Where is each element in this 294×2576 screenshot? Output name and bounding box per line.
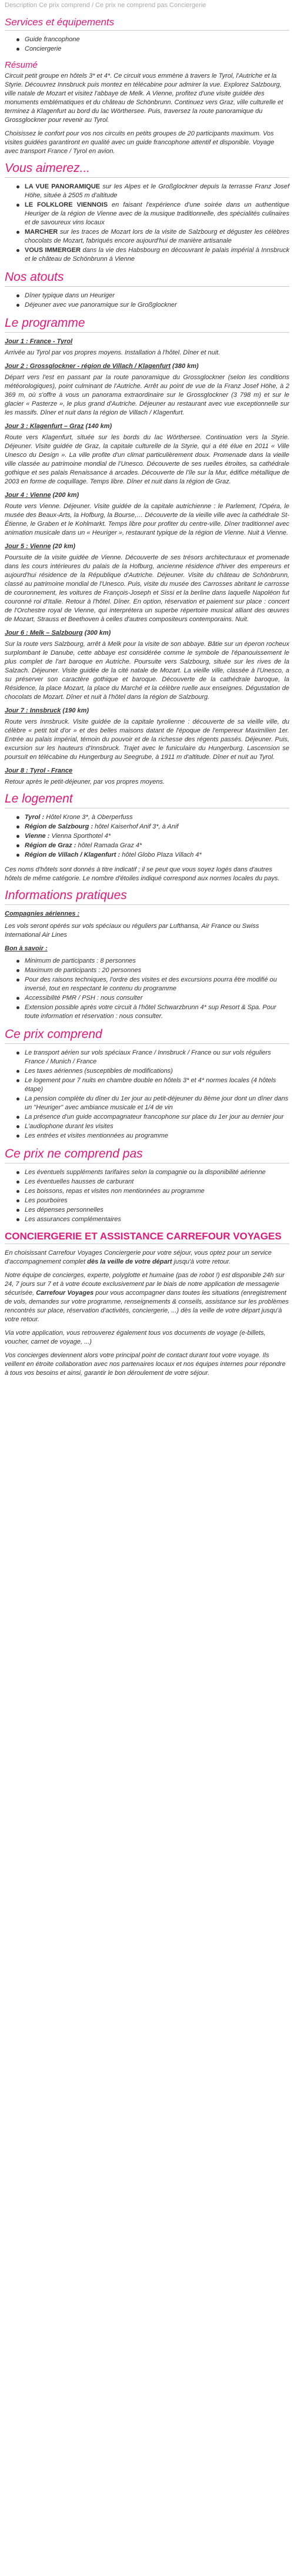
good-to-know-heading: Bon à savoir : — [5, 945, 48, 952]
infos-section — [5, 888, 289, 1021]
day-text: Route vers Klagenfurt, située sur les bords du lac Wörthersee. Continuation vers la Styrie. Déjeuner. Visite guidée de Graz, la capitale culturelle de la Styrie, qui a été élue en 2011 « Ville Unesco du Design ». La ville profite d'un climat particulièrement doux. Promenade dans la vieille ville classée au patrimoine mondial de l'Unesco. Découverte de ses ruelles étroites, sa cathédrale gothique et ses palais Renaissance à arcades. Découverte de l'île sur la Mur, édifice métallique de 2003 en forme de coquillage. Temps libre. Dîner et nuit dans la région de Graz. — [5, 434, 289, 485]
day-block — [5, 337, 289, 357]
list-item: Tyrol : Hôtel Krone 3*, à Oberperfuss — [5, 813, 289, 822]
list-item: Les éventuelles hausses de carburant — [5, 1178, 289, 1186]
day-title: Jour 8 : Tyrol - France — [5, 767, 73, 774]
day-text: Retour après le petit-déjeuner, par vos propres moyens. — [5, 778, 165, 785]
airlines-heading: Compagnies aériennes : — [5, 910, 80, 917]
list-item: Maximum de participants : 20 personnes — [5, 966, 289, 975]
services-list — [5, 35, 289, 54]
logement-title: Le logement — [5, 791, 289, 808]
comprend-section — [5, 1027, 289, 1141]
day-block: Jour 5 : Vienne (20 km) Poursuite de la visite guidée de Vienne. Découverte de ses trésors architecturaux et promenade dans les cours intérieures du palais de la Hofburg, ancienne résidence d'hiver des empereurs et aujourd'hui résidence de la République d'Autriche. Déjeuner. Visite du château de Schönbrunn, classé au patrimoine mondial de l'Unesco. Puis, visite du musée des Carrosses abritant le carrosse de couronnement, les voitures de François-Joseph et Sissi et la berline dans laquelle Napoléon fut couronné roi d'Italie. Retour à l'hôtel. Dîner. En option, réservation et paiement sur place : concert de l'Orchestre royal de Vienne, qui interprétera un superbe répertoire musical alliant des œuvres de Mozart, Strauss et Beethoven à celles d'autres compositeurs contemporains. Nuit. — [5, 543, 289, 623]
list-item: Région de Villach / Klagenfurt : hôtel Globo Plaza Villach 4* — [5, 851, 289, 860]
day-title: Jour 7 : Innsbruck — [5, 707, 61, 714]
list-item: Guide francophone — [5, 35, 289, 44]
list-item: Conciergerie — [5, 45, 289, 54]
list-item: Pour des raisons techniques, l'ordre des visites et des excursions pourra être modifié ou inversé, tout en respectant le contenu du programme — [5, 976, 289, 993]
day-block: Jour 4 : Vienne (200 km) Route vers Vienne. Déjeuner. Visite guidée de la capitale autrichienne : le Parlement, l'Opéra, le musée des Beaux-Arts, la Hofburg, la Bourse,… Découverte de la vieille ville avec la cathédrale St-Étienne, le Graben et le Kohlmarkt. Temps libre pour profiter du centre-ville. Dîner traditionnel avec animation musicale dans un « Heuriger », restaurant typique de la région de Vienne. Nuit à Vienne. — [5, 492, 289, 536]
necomprend-section — [5, 1146, 289, 1224]
day-block: Jour 7 : Innsbruck (190 km) Route vers Innsbruck. Visite guidée de la capitale tyrolienne : découverte de sa vieille ville, du célèbre « petit toit d'or » et des belles maisons datant de l'époque de l'empereur Maximilien 1er. Entrée au palais impérial, témoin du pouvoir et de la richesse des régents passés. Déjeuner. Puis, excursion sur les hauteurs d'Innsbruck. Trajet avec le funiculaire du Hungerburg. Lascension se poursuit en télécabine du Hungerburg au Seegrube, à 1911 m d'altitude. Dîner et nuit au Tyrol. — [5, 707, 289, 761]
list-item: Région de Graz : hôtel Ramada Graz 4* — [5, 841, 289, 850]
day-title: Jour 1 : France - Tyrol — [5, 338, 73, 345]
day-title: Jour 3 : Klagenfurt – Graz — [5, 423, 84, 430]
conciergerie-title: CONCIERGERIE ET ASSISTANCE CARREFOUR VOYAGES — [5, 1230, 289, 1244]
day-title: Jour 5 : Vienne — [5, 543, 51, 550]
aimerez-section — [5, 161, 289, 264]
list-item: Les boissons, repas et visites non mentionnées au programme — [5, 1187, 289, 1196]
necomprend-list — [5, 1168, 289, 1224]
atouts-list — [5, 291, 289, 310]
logement-note: Ces noms d'hôtels sont donnés à titre indicatif ; il se peut que vous soyez logés dans d'autres hôtels de même catégorie. Le nombre d'étoiles indiqué correspond aux normes locales du pays. — [5, 866, 280, 882]
day-block: Jour 3 : Klagenfurt – Graz (140 km) Route vers Klagenfurt, située sur les bords du lac Wörthersee. Continuation vers la Styrie. Déjeuner. Visite guidée de Graz, la capitale culturelle de la Styrie, qui a été élue en 2011 « Ville Unesco du Design ». La ville profite d'un climat particulièrement doux. Promenade dans la vieille ville classée au patrimoine mondial de l'Unesco. Découverte de ses ruelles étroites, sa cathédrale gothique et ses palais Renaissance à arcades. Découverte de l'île sur la Mur, édifice métallique de 2003 en forme de coquillage. Temps libre. Dîner et nuit dans la région de Graz. — [5, 423, 289, 485]
conciergerie-paragraph: Vos concierges deviennent alors votre principal point de contact durant tout votre voyage. Ils veillent en étroite collaboration avec nos partenaires locaux et nos équipes internes pour répondre à tous vos besoins et ainsi, garantir le bon déroulement de votre séjour. — [5, 1352, 286, 1377]
day-title: Jour 6 : Melk – Salzbourg — [5, 629, 83, 636]
day-block: Jour 2 : Grossglockner - région de Villach / Klagenfurt (380 km) Départ vers l'est en passant par la route panoramique du Grossglockner (selon les conditions météorologiques), point culminant de l'Autriche. Arrêt au point de vue de la Franz Josef Höhe, à 2 369 m, où s'offre à vous un panorama extraordinaire sur le Grossglockner (3 798 m) et sur le glacier « Pasterze », le plus grand d'Autriche. Déjeuner au restaurant avec vue exceptionnelle sur les massifs. Dîner et nuit dans la région de Villach / Klagenfurt. — [5, 363, 289, 416]
day-text: Départ vers l'est en passant par la route panoramique du Grossglockner (selon les conditions météorologiques), point culminant de l'Autriche. Arrêt au point de vue de la Franz Josef Höhe, à 2 369 m, où s'offre à vous un panorama extraordinaire sur le Grossglockner (3 798 m) et sur le glacier « Pasterze », le plus grand d'Autriche. Déjeuner au restaurant avec vue exceptionnelle sur les massifs. Dîner et nuit dans la région de Villach / Klagenfurt. — [5, 374, 289, 416]
airlines-text: Les vols seront opérés sur vols spéciaux ou réguliers par Lufthansa, Air France ou Swiss International Air Lines — [5, 923, 259, 939]
list-item: VOUS IMMERGER dans la vie des Habsbourg en découvrant le palais impérial à Innsbruck et le château de Schönbrunn à Vienne — [5, 246, 289, 264]
conciergerie-paragraph: Via votre application, vous retrouverez également tous vos documents de voyage (e-billets, voucher, carnet de voyage, ...) — [5, 1330, 266, 1345]
day-text: Route vers Innsbruck. Visite guidée de la capitale tyrolienne : découverte de sa vieille ville, du célèbre « petit toit d'or » et des belles maisons datant de l'époque de l'empereur Maximilien 1er. Entrée au palais impérial, témoin du pouvoir et de la richesse des régents passés. Déjeuner. Puis, excursion sur les hauteurs d'Innsbruck. Trajet avec le funiculaire du Hungerburg. Lascension se poursuit en télécabine du Hungerburg au Seegrube, à 1911 m d'altitude. Dîner et nuit au Tyrol. — [5, 718, 289, 761]
aimerez-title: Vous aimerez... — [5, 161, 289, 178]
day-text: Sur la route vers Salzbourg, arrêt à Melk pour la visite de son abbaye. Bâtie sur un éperon rocheux surplombant le Danube, cette abbaye est considérée comme le symbole de l'épanouissement le plus complet de l'art baroque en Autriche. Poursuite vers Salzbourg, située sur les rives de la Salzach. Déjeuner. Visite guidée de la cité natale de Mozart. La vieille ville, classée à l'Unesco, a su préserver son caractère gothique et baroque. Découverte de la cathédrale baroque, la Résidence, la place Mozart, la place du Marché et la célèbre ruelle aux enseignes. Dégustation de chocolats de Mozart. Dîner et nuit à l'hôtel dans la région de Salzbourg. — [5, 641, 289, 701]
list-item: La pension complète du dîner du 1er jour au petit-déjeuner du 8ème jour dont un dîner dans un "Heuriger" avec ambiance musicale et 1/4 de vin — [5, 1095, 289, 1112]
list-item: MARCHER sur les traces de Mozart lors de la visite de Salzbourg et déguster les célèbres chocolats de Mozart, fabriqués encore aujourd'hui de manière artisanale — [5, 228, 289, 246]
day-text: Poursuite de la visite guidée de Vienne. Découverte de ses trésors architecturaux et promenade dans les cours intérieures du palais de la Hofburg, ancienne résidence d'hiver des empereurs et aujourd'hui résidence de la République d'Autriche. Déjeuner. Visite du château de Schönbrunn, classé au patrimoine mondial de l'Unesco. Puis, visite du musée des Carrosses abritant le carrosse de couronnement, les voitures de François-Joseph et Sissi et la berline dans laquelle Napoléon fut couronné roi d'Italie. Retour à l'hôtel. Dîner. En option, réservation et paiement sur place : concert de l'Orchestre royal de Vienne, qui interprétera un superbe répertoire musical alliant des œuvres de Mozart, Strauss et Beethoven à celles d'autres compositeurs contemporains. Nuit. — [5, 554, 289, 623]
list-item: Les assurances complémentaires — [5, 1215, 289, 1224]
list-item: Les dépenses personnelles — [5, 1206, 289, 1215]
resume-section — [5, 59, 289, 156]
day-title: Jour 4 : Vienne — [5, 492, 51, 499]
necomprend-title: Ce prix ne comprend pas — [5, 1146, 289, 1163]
list-item: Les taxes aériennes (susceptibles de modifications) — [5, 1067, 289, 1076]
resume-paragraph: Choisissez le confort pour vos nos circuits en petits groupes de 20 participants maximum. Vos visites guidées garantiront en qualité avec un guide francophone attentif et disponible. Voyage avec transport France / Tyrol en avion. — [5, 130, 275, 155]
logement-section — [5, 791, 289, 883]
list-item: Dîner typique dans un Heuriger — [5, 291, 289, 300]
atouts-section — [5, 270, 289, 310]
comprend-title: Ce prix comprend — [5, 1027, 289, 1044]
services-section — [5, 16, 289, 54]
list-item: Déjeuner avec vue panoramique sur le Großglockner — [5, 301, 289, 310]
list-item: Extension possible après votre circuit à l'hôtel Schwarzbrunn 4* sup Resort & Spa. Pour toute information et réservation : nous consulter. — [5, 1003, 289, 1021]
list-item: LE FOLKLORE VIENNOIS en faisant l'expérience d'une soirée dans un authentique Heuriger de la région de Vienne avec de la musique traditionnelle, des spécialités culinaires et de savoureux vins locaux — [5, 201, 289, 227]
list-item: L'audiophone durant les visites — [5, 1122, 289, 1131]
list-item: LA VUE PANORAMIQUE sur les Alpes et le Großglockner depuis la terrasse Franz Josef Höhe, située à 2505 m d'altitude — [5, 183, 289, 200]
day-title: Jour 2 : Grossglockner - région de Villach / Klagenfurt — [5, 363, 171, 370]
conciergerie-paragraph: Notre équipe de concierges, experte, polyglotte et humaine (pas de robot !) est disponible 24h sur 24, 7 jours sur 7 et à votre écoute exclusivement par le biais de notre application de messagerie sécurisée, Carrefour Voyages pour vous accompagner dans toutes les situations (enregistrement de vols, demandes sur votre programme, renseignements & conseils, assistance sur les problèmes rencontrés sur place, réservation d'activités, conciergerie, ...) dès la veille de votre départ jusqu'à votre retour. — [5, 1272, 289, 1323]
list-item: Minimum de participants : 8 personnes — [5, 957, 289, 966]
comprend-list — [5, 1049, 289, 1141]
aimerez-list — [5, 183, 289, 264]
list-item: Les entrées et visites mentionnées au programme — [5, 1132, 289, 1141]
list-item: Vienne : Vienna Sporthotel 4* — [5, 832, 289, 841]
day-text: Arrivée au Tyrol par vos propres moyens. Installation à l'hôtel. Dîner et nuit. — [5, 349, 220, 356]
list-item: Les éventuels suppléments tarifaires selon la compagnie ou la disponibilité aérienne — [5, 1168, 289, 1177]
list-item: Le logement pour 7 nuits en chambre double en hôtels 3* et 4* normes locales (4 hôtels étape) — [5, 1076, 289, 1094]
logement-list — [5, 813, 289, 860]
list-item: Les pourboires — [5, 1196, 289, 1205]
list-item: Accessibilité PMR / PSH : nous consulter — [5, 994, 289, 1003]
infos-list — [5, 957, 289, 1021]
conciergerie-section — [5, 1230, 289, 1378]
list-item: Le transport aérien sur vols spéciaux France / Innsbruck / France ou sur vols réguliers France / Munich / France — [5, 1049, 289, 1066]
atouts-title: Nos atouts — [5, 270, 289, 287]
list-item: La présence d'un guide accompagnateur francophone sur place du 1er jour au dernier jour — [5, 1113, 289, 1122]
list-item: Région de Salzbourg : hôtel Kaiserhof Anif 3*, à Anif — [5, 823, 289, 831]
services-title: Services et équipements — [5, 16, 289, 31]
conciergerie-paragraph: En choisissant Carrefour Voyages Conciergerie pour votre séjour, vous optez pour un service d'accompagnement complet dès la veille de votre départ jusqu'à votre retour. — [5, 1249, 272, 1265]
resume-title: Résumé — [5, 60, 38, 70]
programme-section — [5, 316, 289, 787]
resume-paragraph: Circuit petit groupe en hôtels 3* et 4*. Ce circuit vous emmène à travers le Tyrol, l'Autriche et la Styrie. Découvrez Innsbruck puis montez en télécabine pour admirer la vue. Explorez Salzbourg, ville natale de Mozart et visitez l'abbaye de Melk. A Vienne, profitez d'une visite guidée des monuments emblématiques et du château de Schönbrunn. Continuez vers Graz, ville culturelle et terminez à Klagenfurt au bord du lac Wörthersee. Puis, traversez la route panoramique du Grossglockner pour revenir au Tyrol. — [5, 72, 283, 124]
day-text: Route vers Vienne. Déjeuner. Visite guidée de la capitale autrichienne : le Parlement, l'Opéra, le musée des Beaux-Arts, la Hofburg, la Bourse,… Découverte de la vieille ville avec la cathédrale St-Étienne, le Graben et le Kohlmarkt. Temps libre pour profiter du centre-ville. Dîner traditionnel avec animation musicale dans un « Heuriger », restaurant typique de la région de Vienne. Nuit à Vienne. — [5, 503, 289, 536]
programme-title: Le programme — [5, 316, 289, 333]
day-block — [5, 767, 289, 787]
day-block: Jour 6 : Melk – Salzbourg (300 km) Sur la route vers Salzbourg, arrêt à Melk pour la visite de son abbaye. Bâtie sur un éperon rocheux surplombant le Danube, cette abbaye est considérée comme le symbole de l'épanouissement le plus complet de l'art baroque en Autriche. Poursuite vers Salzbourg, située sur les rives de la Salzach. Déjeuner. Visite guidée de la cité natale de Mozart. La vieille ville, classée à l'Unesco, a su préserver son caractère gothique et baroque. Découverte de la cathédrale baroque, la Résidence, la place Mozart, la place du Marché et la célèbre ruelle aux enseignes. Dégustation de chocolats de Mozart. Dîner et nuit à l'hôtel dans la région de Salzbourg. — [5, 629, 289, 701]
breadcrumb: Description Ce prix comprend / Ce prix ne comprend pas Conciergerie — [5, 2, 206, 9]
infos-title: Informations pratiques — [5, 888, 289, 905]
